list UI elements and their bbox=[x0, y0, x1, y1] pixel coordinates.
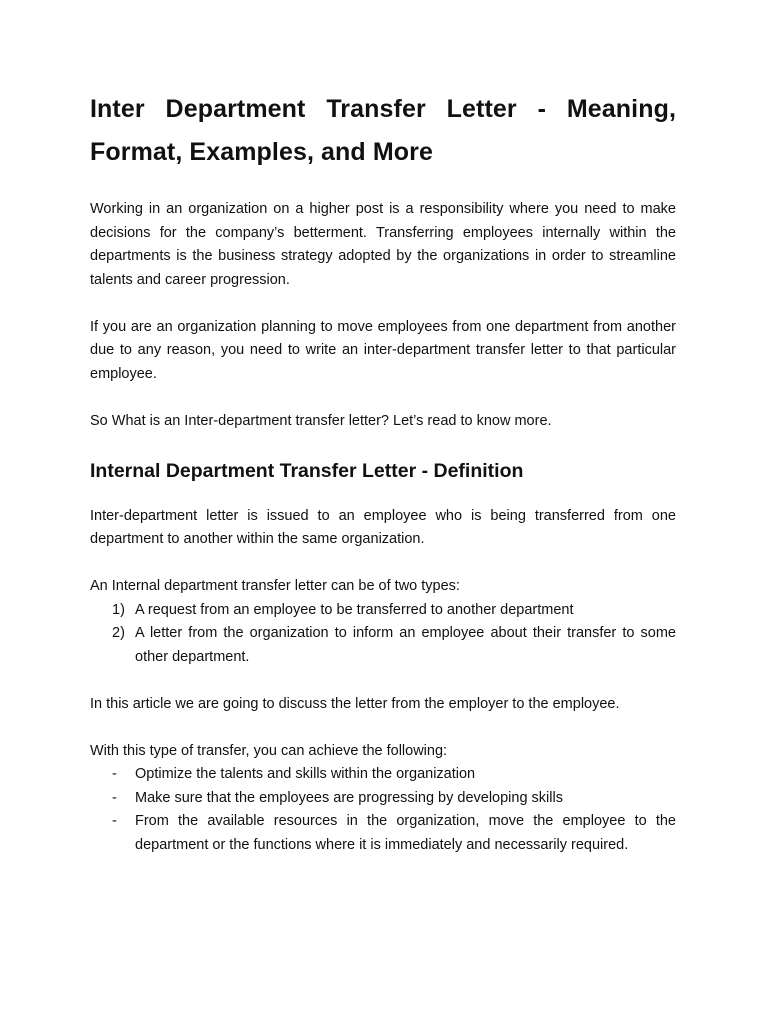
list-item bbox=[90, 599, 676, 623]
list-item bbox=[90, 810, 676, 857]
list-item bbox=[90, 622, 676, 669]
scope-paragraph: In this article we are going to discuss the letter from the employer to the employee. bbox=[90, 695, 620, 712]
list-dash: - bbox=[112, 813, 117, 829]
list-item-text: From the available resources in the organization, move the employee to the department or the functions where it is immediately and necessarily required. bbox=[135, 813, 676, 853]
list-number: 1) bbox=[112, 601, 125, 618]
definition-paragraph: Inter-department letter is issued to an employee who is being transferred from one department to another within the same organization. bbox=[90, 507, 676, 547]
types-list bbox=[90, 599, 676, 670]
intro-paragraph-2: If you are an organization planning to move employees from one department from another due to any reason, you need to write an inter-department transfer letter to that particular employee. bbox=[90, 318, 676, 382]
page-title: Inter Department Transfer Letter - Meaning, Format, Examples, and More bbox=[90, 95, 676, 166]
list-item bbox=[90, 763, 676, 787]
intro-paragraph-1: Working in an organization on a higher post is a responsibility where you need to make decisions for the company’s betterment. Transferring employees internally within the departments is the business strategy adopted by the organizations in order to streamline talents and career progression. bbox=[90, 201, 676, 288]
list-item bbox=[90, 787, 676, 811]
intro-paragraph-3: So What is an Inter-department transfer letter? Let’s read to know more. bbox=[90, 412, 552, 429]
section-heading-definition: Internal Department Transfer Letter - Definition bbox=[90, 459, 524, 482]
document-page bbox=[90, 88, 676, 881]
list-dash: - bbox=[112, 766, 117, 782]
list-item-text: Optimize the talents and skills within the organization bbox=[135, 766, 476, 782]
list-dash: - bbox=[112, 789, 117, 806]
list-item-text: A letter from the organization to inform an employee about their transfer to some other department. bbox=[135, 625, 676, 665]
list-number: 2) bbox=[112, 625, 125, 641]
benefits-list bbox=[90, 763, 676, 857]
types-intro: An Internal department transfer letter can be of two types: bbox=[90, 578, 460, 594]
list-item-text: A request from an employee to be transferred to another department bbox=[135, 601, 574, 618]
list-item-text: Make sure that the employees are progressing by developing skills bbox=[135, 789, 563, 806]
benefits-intro: With this type of transfer, you can achieve the following: bbox=[90, 742, 448, 759]
